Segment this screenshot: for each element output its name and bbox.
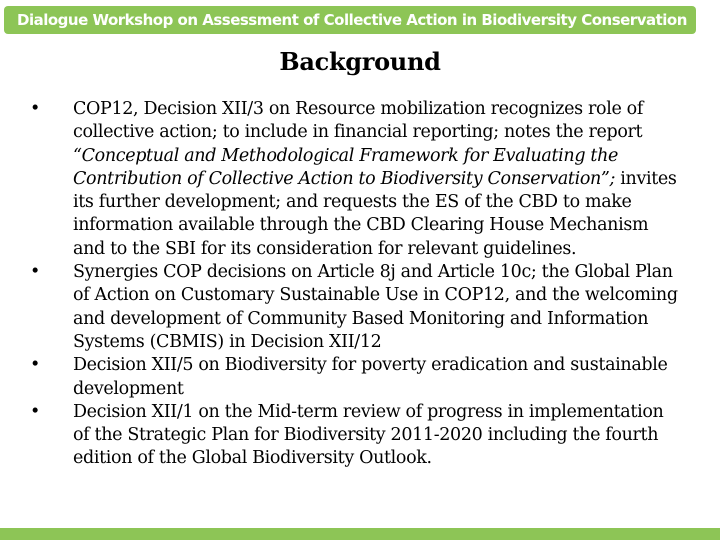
bullet-icon: • [30,401,40,422]
report-title-italic: “Conceptual and Methodological Framework for Evaluating the Contribution of Collective Action to Biodiversity Conservation”; [73,145,618,189]
bullet-text: Decision XII/1 on the Mid-term review of progress in implementation of the Strategic Plan for Biodiversity 2011-2020 including the fourth edition of the Global Biodiversity Outlook. [73,401,664,469]
bullet-text-continued: invites its further development; and requests the ES of the CBD to make information available through the CBD Clearing House Mechanism and to the SBI for its consideration for relevant guidelines. [73,168,677,259]
bullet-text: COP12, Decision XII/3 on Resource mobilization recognizes role of collective action; to include in financial reporting; notes the report [73,99,643,143]
bullet-text: Decision XII/5 on Biodiversity for poverty eradication and sustainable development [73,355,668,399]
bullet-list [30,98,680,471]
bullet-item-poverty-eradication [30,354,680,401]
header-bar [4,6,696,34]
bullet-item-synergies [30,261,680,354]
bullet-item-mid-term-review [30,401,680,471]
bullet-icon: • [30,355,40,376]
header-title: Dialogue Workshop on Assessment of Collective Action in Biodiversity Conservation [17,11,687,29]
footer-bar [0,528,720,540]
bullet-icon: • [30,262,40,283]
bullet-text: Synergies COP decisions on Article 8j and Article 10c; the Global Plan of Action on Customary Sustainable Use in COP12, and the welcoming and development of Community Based Monitoring and Information Systems (CBMIS) in Decision XII/12 [73,262,678,352]
slide-title: Background [279,47,441,76]
bullet-icon: • [30,99,40,119]
bullet-item-resource-mobilization [30,98,680,261]
